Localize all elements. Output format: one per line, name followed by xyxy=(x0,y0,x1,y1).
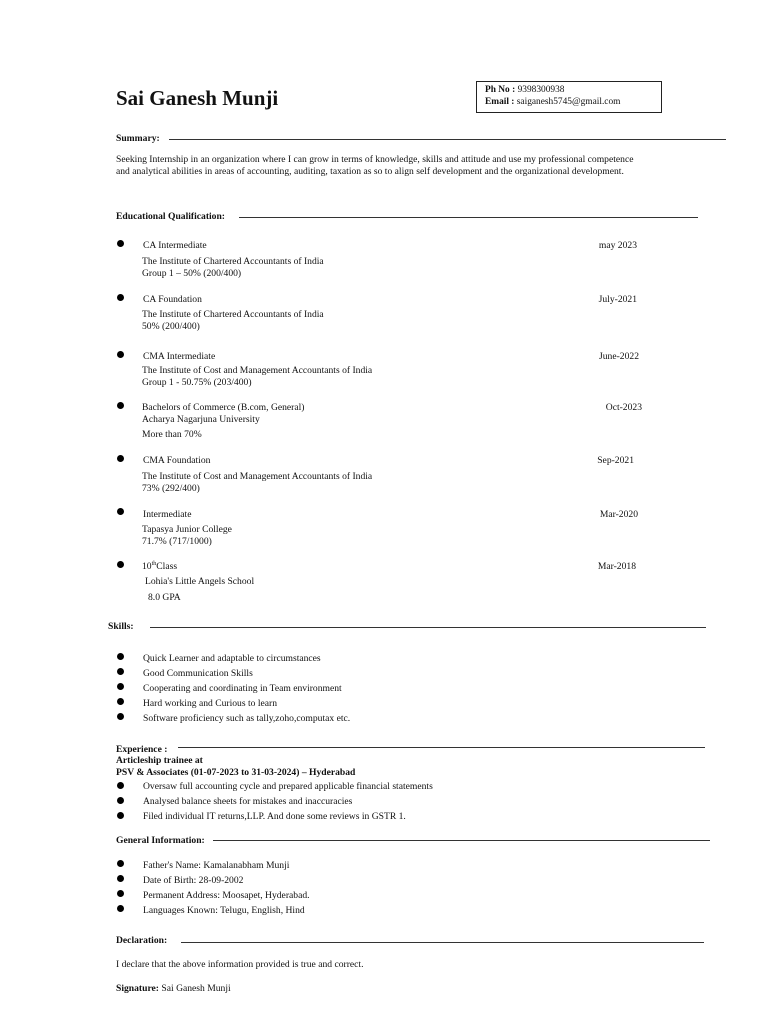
experience-item: Analysed balance sheets for mistakes and inaccuracies xyxy=(143,796,353,807)
education-score: 8.0 GPA xyxy=(148,592,181,603)
summary-text: Seeking Internship in an organization where I can grow in terms of knowledge, skills and attitude and use my professional competence and analytical abilities in areas of accounting, auditing, taxation as so to align self development and the organizational development. xyxy=(116,154,634,177)
education-date: July-2021 xyxy=(598,294,637,305)
bullet-icon xyxy=(117,890,124,897)
education-institution: The Institute of Cost and Management Accountants of India xyxy=(142,365,373,376)
bullet-icon xyxy=(117,698,124,705)
education-title-rest: Class xyxy=(156,561,178,572)
email-address: saiganesh5745@gmail.com xyxy=(516,97,621,107)
experience-item: Oversaw full accounting cycle and prepared applicable financial statements xyxy=(143,781,433,792)
education-score: 50% (200/400) xyxy=(142,321,200,332)
general-item: Father's Name: Kamalanabham Munji xyxy=(143,860,290,871)
experience-firm: PSV & Associates (01-07-2023 to 31-03-2024) – Hyderabad xyxy=(116,767,356,778)
signature-name: Sai Ganesh Munji xyxy=(161,983,231,994)
general-item: Languages Known: Telugu, English, Hind xyxy=(143,905,305,916)
bullet-icon xyxy=(117,351,124,358)
education-institution: Acharya Nagarjuna University xyxy=(142,414,260,425)
bullet-icon xyxy=(117,240,124,247)
education-score: 71.7% (717/1000) xyxy=(142,536,212,547)
education-institution: Tapasya Junior College xyxy=(142,524,232,535)
general-heading: General Information: xyxy=(116,835,205,846)
education-date: June-2022 xyxy=(599,351,639,362)
bullet-icon xyxy=(117,875,124,882)
education-date: Oct-2023 xyxy=(605,402,642,413)
education-date: may 2023 xyxy=(598,240,637,251)
skills-heading: Skills: xyxy=(108,621,134,632)
phone-number: 9398300938 xyxy=(517,85,565,95)
summary-rule xyxy=(169,139,726,140)
general-item: Date of Birth: 28-09-2002 xyxy=(143,875,244,886)
general-item: Permanent Address: Moosapet, Hyderabad. xyxy=(143,890,310,901)
bullet-icon xyxy=(117,905,124,912)
phone-label: Ph No : xyxy=(485,85,516,95)
phone-row xyxy=(485,85,564,97)
education-rule xyxy=(239,217,698,218)
bullet-icon xyxy=(117,713,124,720)
education-institution: Lohia's Little Angels School xyxy=(145,576,255,587)
declaration-text: I declare that the above information provided is true and correct. xyxy=(116,959,364,970)
education-title: Intermediate xyxy=(143,509,192,520)
bullet-icon xyxy=(117,455,124,462)
education-score: Group 1 – 50% (200/400) xyxy=(142,268,242,279)
education-title: CMA Intermediate xyxy=(143,351,216,362)
bullet-icon xyxy=(117,294,124,301)
education-date: Mar-2020 xyxy=(599,509,638,520)
signature-line xyxy=(116,983,231,995)
education-heading: Educational Qualification: xyxy=(116,211,226,222)
candidate-name: Sai Ganesh Munji xyxy=(116,86,279,110)
skills-rule xyxy=(150,627,706,628)
contact-box xyxy=(476,81,662,113)
education-score: Group 1 - 50.75% (203/400) xyxy=(142,377,252,388)
education-title xyxy=(142,561,177,573)
education-title: CA Intermediate xyxy=(143,240,207,251)
bullet-icon xyxy=(117,561,124,568)
summary-heading: Summary: xyxy=(116,133,160,144)
skill-item: Quick Learner and adaptable to circumstances xyxy=(143,653,321,664)
bullet-icon xyxy=(117,683,124,690)
bullet-icon xyxy=(117,653,124,660)
experience-heading: Experience : xyxy=(116,744,168,755)
education-title-main: 10 xyxy=(142,561,152,572)
email-label: Email : xyxy=(485,97,515,107)
education-title-sup: th xyxy=(151,560,157,567)
signature-label: Signature: xyxy=(116,983,159,994)
education-score: 73% (292/400) xyxy=(142,483,200,494)
experience-role: Articleship trainee at xyxy=(116,755,203,766)
declaration-heading: Declaration: xyxy=(116,935,168,946)
bullet-icon xyxy=(117,797,124,804)
education-institution: The Institute of Chartered Accountants of India xyxy=(142,309,324,320)
bullet-icon xyxy=(117,782,124,789)
bullet-icon xyxy=(117,402,124,409)
email-row xyxy=(485,97,620,109)
education-title: Bachelors of Commerce (B.com, General) xyxy=(142,402,305,413)
education-title: CA Foundation xyxy=(143,294,202,305)
skill-item: Good Communication Skills xyxy=(143,668,253,679)
bullet-icon xyxy=(117,508,124,515)
education-score: More than 70% xyxy=(142,429,202,440)
experience-rule xyxy=(178,747,705,748)
bullet-icon xyxy=(117,860,124,867)
declaration-rule xyxy=(181,942,704,943)
bullet-icon xyxy=(117,812,124,819)
education-date: Sep-2021 xyxy=(597,455,634,466)
skill-item: Cooperating and coordinating in Team environment xyxy=(143,683,342,694)
skill-item: Software proficiency such as tally,zoho,computax etc. xyxy=(143,713,351,724)
skill-item: Hard working and Curious to learn xyxy=(143,698,278,709)
education-institution: The Institute of Cost and Management Accountants of India xyxy=(142,471,373,482)
education-title: CMA Foundation xyxy=(143,455,211,466)
general-rule xyxy=(213,840,710,841)
bullet-icon xyxy=(117,668,124,675)
experience-item: Filed individual IT returns,LLP. And done some reviews in GSTR 1. xyxy=(143,811,406,822)
education-institution: The Institute of Chartered Accountants of India xyxy=(142,256,324,267)
education-date: Mar-2018 xyxy=(597,561,636,572)
